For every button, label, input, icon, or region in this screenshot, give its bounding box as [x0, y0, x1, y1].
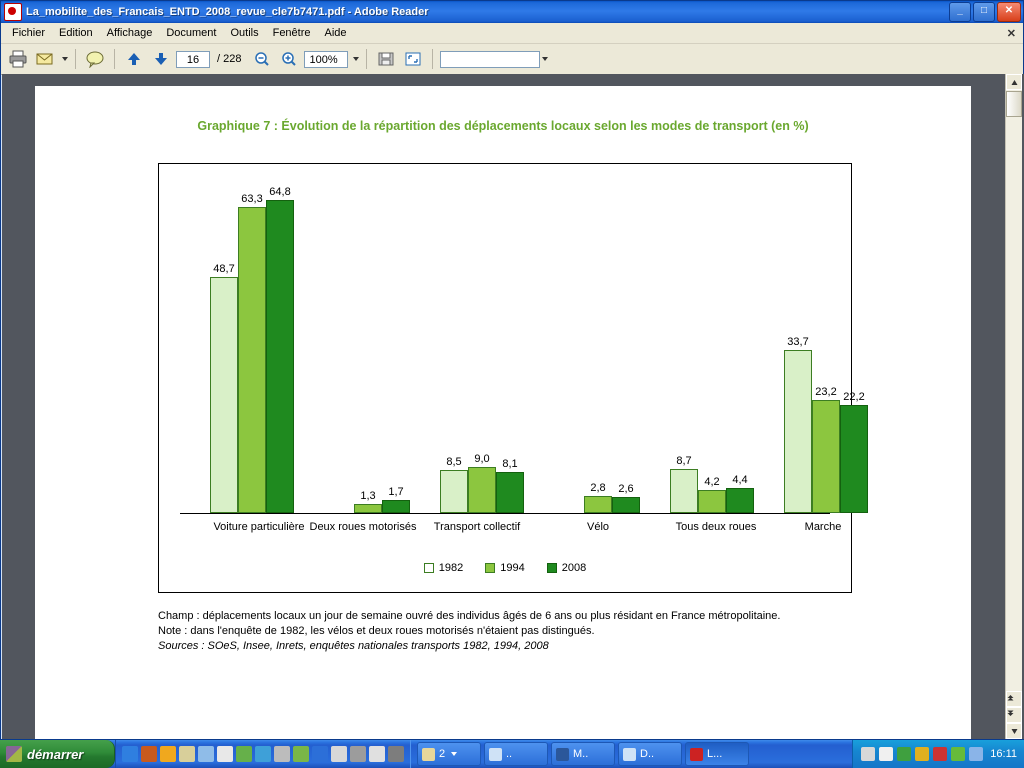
speech-bubble-icon	[85, 50, 105, 68]
bar-1982-marche	[784, 336, 812, 513]
x-tick-label-voiture: Voiture particulière	[213, 521, 305, 533]
mail-icon[interactable]	[217, 746, 233, 762]
ie-icon[interactable]	[122, 746, 138, 762]
vertical-scrollbar[interactable]	[1005, 74, 1022, 739]
app-icon[interactable]	[350, 746, 366, 762]
clock[interactable]: 16:11	[990, 748, 1017, 760]
arrow-down-icon	[153, 51, 169, 67]
chevron-up-icon	[1011, 79, 1018, 86]
zoom-out-button[interactable]	[250, 47, 274, 71]
quick-launch-bar	[115, 740, 411, 768]
email-button[interactable]	[33, 47, 57, 71]
pdf-icon	[690, 748, 703, 761]
bar-value-label: 4,4	[732, 474, 748, 486]
taskbar-item-label: M..	[573, 748, 589, 760]
x-tick-label-transport: Transport collectif	[433, 521, 521, 533]
save-button[interactable]	[374, 47, 398, 71]
bar-value-label: 2,6	[618, 483, 634, 495]
chevron-down-icon[interactable]	[451, 752, 457, 756]
search-icon[interactable]	[198, 746, 214, 762]
legend-label: 1982	[438, 562, 464, 574]
bar-value-label: 8,7	[676, 455, 692, 467]
app-icon[interactable]	[255, 746, 271, 762]
word-icon	[556, 748, 569, 761]
update-icon[interactable]	[933, 747, 947, 761]
system-tray	[852, 740, 1024, 768]
x-tick-label-tous-deux-roues: Tous deux roues	[675, 521, 757, 533]
legend-item-1982	[424, 562, 463, 574]
menu-aide[interactable]: Aide	[324, 27, 347, 39]
bar-value-label: 63,3	[241, 193, 263, 205]
pdf-page	[35, 86, 971, 739]
bar-value-label: 1,7	[388, 486, 404, 498]
window-icon	[489, 748, 502, 761]
legend-item-1994	[485, 562, 524, 574]
toolbar-separator	[75, 49, 76, 69]
note-sources: Sources : SOeS, Insee, Inrets, enquêtes nationales transports 1982, 1994, 2008	[158, 640, 549, 652]
zoom-out-icon	[254, 51, 270, 67]
chart-frame	[158, 163, 865, 593]
legend-swatch-icon	[424, 563, 434, 573]
bar-1994-deux-roues	[354, 490, 382, 513]
taskbar-item-label: D..	[640, 748, 655, 760]
x-axis-line	[180, 513, 830, 514]
menu-outils[interactable]: Outils	[230, 27, 259, 39]
bar-group-marche	[772, 336, 880, 513]
bar-1994-tous-deux-roues	[698, 476, 726, 513]
fit-page-icon	[404, 51, 422, 67]
window-icon	[623, 748, 636, 761]
taskbar-item-label: ..	[506, 748, 513, 760]
bar-value-label: 4,2	[704, 476, 720, 488]
menu-fichier[interactable]: Fichier	[12, 27, 46, 39]
bar-1994-transport	[468, 453, 496, 513]
envelope-icon	[35, 51, 55, 67]
x-tick-label-marche: Marche	[804, 521, 842, 533]
bar-2008-voiture	[266, 186, 294, 513]
taskbar-item-folder[interactable]	[417, 742, 481, 766]
save-disk-icon	[377, 51, 395, 67]
close-button[interactable]: ✕	[997, 2, 1021, 22]
app-icon[interactable]	[293, 746, 309, 762]
bar-value-label: 1,3	[360, 490, 376, 502]
app-icon[interactable]	[312, 746, 328, 762]
chevron-down-icon	[1011, 728, 1018, 735]
scroll-up-button[interactable]	[1006, 74, 1022, 90]
start-button[interactable]	[0, 740, 115, 768]
x-tick-label-deux-roues: Deux roues motorisés	[309, 521, 417, 533]
bar-group-voiture-particuliere	[198, 186, 306, 513]
chart-title: Graphique 7 : Évolution de la répartition des déplacements locaux selon les modes de transport (en %)	[197, 119, 809, 133]
task-list	[411, 742, 852, 766]
bar-1994-voiture	[238, 193, 266, 513]
note-enquete: Note : dans l'enquête de 1982, les vélos et deux roues motorisés n'étaient pas distingués.	[158, 625, 595, 637]
start-label: démarrer	[27, 746, 84, 762]
legend-label: 1994	[500, 562, 525, 574]
scroll-prev-page-button[interactable]	[1006, 691, 1022, 707]
note-champ: Champ : déplacements locaux un jour de semaine ouvré des individus âgés de 6 ans ou plus résidant en France métropolitaine.	[158, 610, 781, 622]
bar-value-label: 9,0	[474, 453, 490, 465]
close-document-button[interactable]: ✕	[1006, 27, 1016, 40]
bar-value-label: 48,7	[213, 263, 235, 275]
menu-affichage[interactable]: Affichage	[106, 27, 153, 39]
bar-1982-transport	[440, 456, 468, 513]
page-number-input[interactable]: 16	[176, 51, 210, 68]
taskbar-item-label: 2	[439, 748, 446, 760]
bar-2008-transport	[496, 458, 524, 513]
bar-value-label: 33,7	[787, 336, 809, 348]
window-title: La_mobilite_des_Francais_ENTD_2008_revue_cle7b7471.pdf - Adobe Reader	[26, 6, 429, 18]
app-icon[interactable]	[331, 746, 347, 762]
toolbar-separator	[432, 49, 433, 69]
pdf-document-icon	[4, 3, 22, 21]
menu-document[interactable]: Document	[166, 27, 217, 39]
media-icon[interactable]	[141, 746, 157, 762]
bar-value-label: 8,5	[446, 456, 462, 468]
antivirus-icon[interactable]	[915, 747, 929, 761]
legend-label: 2008	[561, 562, 587, 574]
chart-notes	[158, 609, 918, 654]
bar-group-tous-deux-roues	[658, 455, 766, 513]
network-icon[interactable]	[861, 747, 875, 761]
zoom-in-icon	[281, 51, 297, 67]
app-tray-icon[interactable]	[969, 747, 983, 761]
maximize-button[interactable]: □	[973, 2, 995, 22]
comment-button[interactable]	[83, 47, 107, 71]
bar-1982-tous-deux-roues	[670, 455, 698, 513]
toolbar-separator	[114, 49, 115, 69]
bar-2008-velo	[612, 483, 640, 513]
folder-icon	[422, 748, 435, 761]
toolbar-separator	[366, 49, 367, 69]
search-dropdown-caret[interactable]	[542, 57, 548, 61]
taskbar-item-label: L...	[707, 748, 723, 760]
search-box[interactable]	[440, 51, 548, 68]
title-bar	[1, 1, 1023, 23]
bar-group-deux-roues-motorises	[315, 486, 423, 513]
email-dropdown-caret[interactable]	[62, 57, 68, 61]
taskbar-item-word[interactable]	[551, 742, 615, 766]
zoom-dropdown-caret[interactable]	[353, 57, 359, 61]
taskbar-item-window-1[interactable]	[484, 742, 548, 766]
taskbar-item-window-2[interactable]	[618, 742, 682, 766]
app-icon[interactable]	[274, 746, 290, 762]
printer-icon	[8, 50, 28, 68]
app-icon[interactable]	[369, 746, 385, 762]
volume-icon[interactable]	[879, 747, 893, 761]
document-view[interactable]	[2, 74, 1024, 739]
x-tick-label-velo: Vélo	[586, 521, 610, 533]
scroll-next-page-button[interactable]	[1006, 707, 1022, 723]
menu-edition[interactable]: Edition	[59, 27, 93, 39]
zoom-level-input[interactable]: 100%	[304, 51, 348, 68]
page-total-label: / 228	[217, 53, 242, 65]
legend-item-2008	[547, 562, 586, 574]
previous-page-button[interactable]	[122, 47, 146, 71]
bar-value-label: 22,2	[843, 391, 865, 403]
legend-swatch-icon	[547, 563, 557, 573]
double-chevron-up-icon	[1007, 694, 1014, 701]
double-chevron-down-icon	[1007, 710, 1014, 717]
menu-bar	[1, 23, 1023, 44]
zoom-in-button[interactable]	[277, 47, 301, 71]
bar-value-label: 8,1	[502, 458, 518, 470]
legend-swatch-icon	[485, 563, 495, 573]
bar-value-label: 23,2	[815, 386, 837, 398]
menu-fenetre[interactable]: Fenêtre	[272, 27, 311, 39]
bar-value-label: 64,8	[269, 186, 291, 198]
app-icon[interactable]	[236, 746, 252, 762]
chart-legend	[159, 562, 851, 574]
arrow-up-icon	[126, 51, 142, 67]
windows-flag-icon	[6, 746, 22, 762]
bar-1994-marche	[812, 386, 840, 513]
download-icon[interactable]	[160, 746, 176, 762]
chart-plot-area	[180, 178, 865, 514]
bar-group-velo	[545, 482, 653, 513]
bar-1994-velo	[584, 482, 612, 513]
minimize-button[interactable]: _	[949, 2, 971, 22]
bar-2008-tous-deux-roues	[726, 474, 754, 513]
scroll-down-button[interactable]	[1006, 723, 1022, 739]
toolbar	[1, 44, 1023, 75]
bar-value-label: 2,8	[590, 482, 606, 494]
print-button[interactable]	[6, 47, 30, 71]
shield-icon[interactable]	[897, 747, 911, 761]
fit-page-button[interactable]	[401, 47, 425, 71]
scrollbar-thumb[interactable]	[1006, 91, 1022, 117]
folder-icon[interactable]	[179, 746, 195, 762]
app-icon[interactable]	[388, 746, 404, 762]
bar-group-transport-collectif	[428, 453, 536, 513]
search-input[interactable]	[440, 51, 540, 68]
nvidia-icon[interactable]	[951, 747, 965, 761]
next-page-button[interactable]	[149, 47, 173, 71]
bar-2008-deux-roues	[382, 486, 410, 513]
taskbar-item-adobe-reader[interactable]	[685, 742, 749, 766]
window-controls	[949, 2, 1021, 22]
bar-1982-voiture	[210, 263, 238, 513]
bar-2008-marche	[840, 391, 868, 513]
taskbar	[0, 740, 1024, 768]
